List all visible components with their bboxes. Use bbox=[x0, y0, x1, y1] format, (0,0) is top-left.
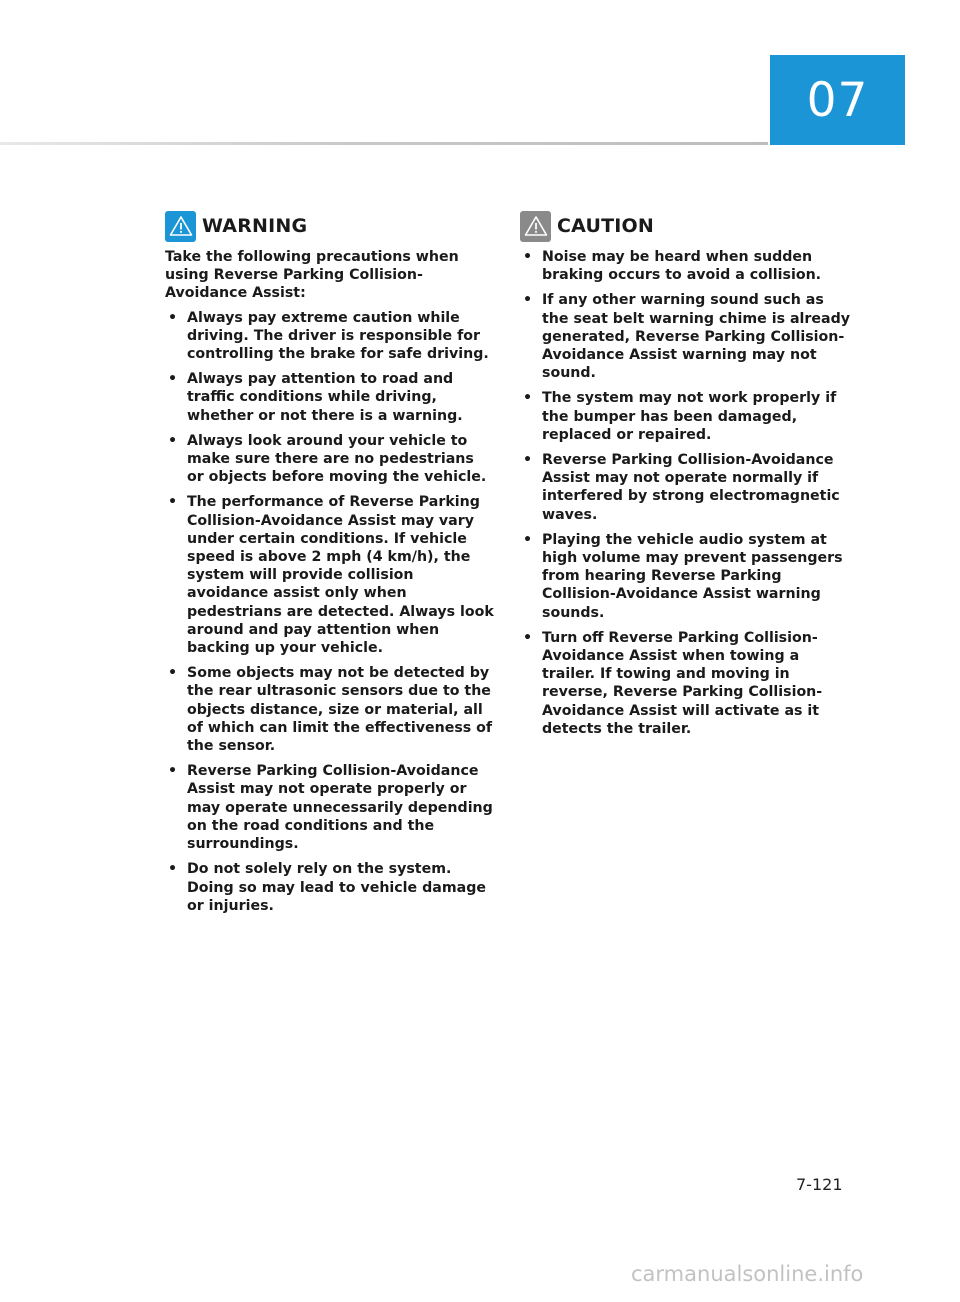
chapter-tab bbox=[770, 55, 905, 145]
list-item: • Playing the vehicle audio system at high volume may prevent passengers from hearing Reverse Parking Collision-Avoidance Assist warning sounds. bbox=[523, 531, 843, 621]
warning-header bbox=[165, 210, 495, 242]
caution-title: CAUTION bbox=[557, 215, 654, 237]
list-item: • Do not solely rely on the system. Doing so may lead to vehicle damage or injuries. bbox=[168, 861, 486, 914]
list-item: • The performance of Reverse Parking Collision-Avoidance Assist may vary under certain conditions. If vehicle speed is above 2 mph (4 km/h), the system will provide collision avoidance assist only when pedestrians are detected. Always look around and pay attention when backing up your vehicle. bbox=[168, 494, 494, 657]
list-item: • Always look around your vehicle to make sure there are no pedestrians or objects before moving the vehicle. bbox=[168, 432, 487, 486]
caution-header bbox=[520, 210, 850, 242]
page-number: 7-121 bbox=[796, 1175, 843, 1194]
list-item: • If any other warning sound such as the seat belt warning chime is already generated, Reverse Parking Collision-Avoidance Assist warning may not sound. bbox=[523, 292, 851, 382]
list-item: • Always pay attention to road and traffic conditions while driving, whether or not there is a warning. bbox=[168, 371, 463, 424]
warning-list bbox=[165, 309, 495, 915]
list-item: • Turn off Reverse Parking Collision-Avoidance Assist when towing a trailer. If towing and moving in reverse, Reverse Parking Collision-Avoidance Assist will activate as it detects the trailer. bbox=[523, 629, 823, 737]
caution-triangle-icon bbox=[520, 211, 551, 242]
caution-box bbox=[520, 210, 850, 745]
watermark: carmanualsonline.info bbox=[631, 1262, 864, 1286]
warning-title: WARNING bbox=[202, 215, 308, 237]
list-item: • The system may not work properly if the bumper has been damaged, replaced or repaired. bbox=[523, 390, 837, 443]
list-item: • Reverse Parking Collision-Avoidance Assist may not operate normally if interfered by strong electromagnetic waves. bbox=[523, 452, 840, 523]
warning-triangle-icon bbox=[165, 211, 196, 242]
warning-box bbox=[165, 210, 495, 922]
list-item: • Reverse Parking Collision-Avoidance Assist may not operate properly or may operate unnecessarily depending on the road conditions and the surroundings. bbox=[168, 763, 493, 853]
chapter-number: 07 bbox=[806, 72, 869, 128]
warning-intro: Take the following precautions when using Reverse Parking Collision-Avoidance Assist: bbox=[165, 249, 459, 302]
list-item: • Some objects may not be detected by the rear ultrasonic sensors due to the objects distance, size or material, all of which can limit the effectiveness of the sensor. bbox=[168, 665, 493, 755]
caution-list bbox=[520, 248, 850, 738]
list-item: • Always pay extreme caution while driving. The driver is responsible for controlling the brake for safe driving. bbox=[168, 309, 489, 363]
header-divider bbox=[0, 142, 768, 145]
list-item: • Noise may be heard when sudden braking occurs to avoid a collision. bbox=[523, 249, 822, 284]
